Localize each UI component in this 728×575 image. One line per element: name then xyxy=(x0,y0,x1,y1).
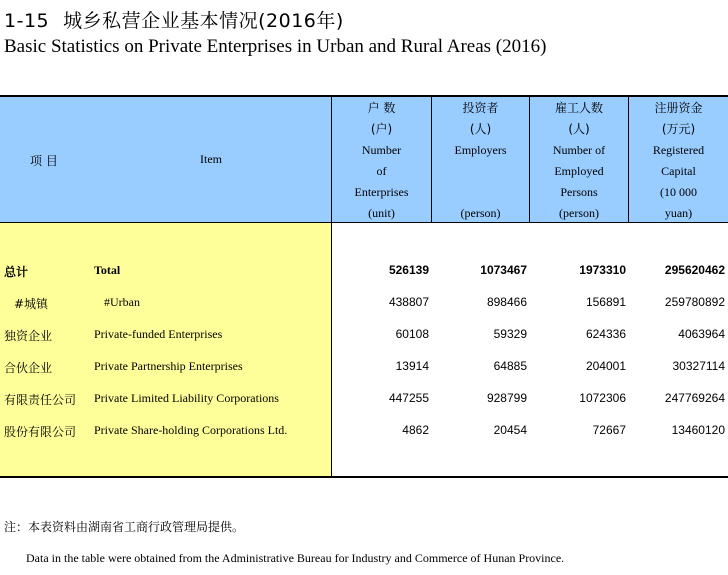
row-label-en: Private-funded Enterprises xyxy=(94,327,223,341)
column-header-employers xyxy=(432,98,529,222)
header-line: Employers xyxy=(454,143,507,157)
cell-employers: 59329 xyxy=(493,327,527,341)
table-row-share-holding xyxy=(0,423,728,443)
cell-employers: 1073467 xyxy=(480,263,527,277)
cell-employed-persons: 1072306 xyxy=(579,391,626,405)
row-label-en: #Urban xyxy=(104,295,140,309)
cell-employers: 898466 xyxy=(486,295,527,309)
table-title-cn xyxy=(4,6,344,33)
table-number: 1-15 xyxy=(4,10,50,32)
cell-employed-persons: 156891 xyxy=(585,295,626,309)
row-label-en: Private Share-holding Corporations Ltd. xyxy=(94,423,288,437)
row-label-cn: 总计 xyxy=(4,265,29,279)
header-item-en: Item xyxy=(200,152,222,166)
row-label-en: Total xyxy=(94,263,121,277)
header-line: (万元) xyxy=(661,122,696,136)
header-line: (户) xyxy=(370,122,393,136)
table-row-limited-liability xyxy=(0,391,728,411)
table-row-partnership xyxy=(0,359,728,379)
header-line: 雇工人数 xyxy=(554,101,603,115)
table-row-total xyxy=(0,263,728,283)
column-header-employed-persons xyxy=(530,98,628,222)
header-line: Registered xyxy=(652,143,705,157)
header-line: (person) xyxy=(559,206,599,220)
header-line: Capital xyxy=(661,164,696,178)
table-title-en: Basic Statistics on Private Enterprises in Urban and Rural Areas (2016) xyxy=(4,36,547,57)
header-line: (unit) xyxy=(368,206,395,220)
cell-registered-capital: 13460120 xyxy=(671,423,725,437)
cell-employers: 20454 xyxy=(493,423,527,437)
header-line: Number of xyxy=(552,143,606,157)
cell-registered-capital: 259780892 xyxy=(664,295,725,309)
footnote-cn: 注：本表资料由湖南省工商行政管理局提供。 xyxy=(4,520,245,534)
header-line: 户 数 xyxy=(367,101,396,115)
header-line: yuan) xyxy=(664,206,693,220)
cell-enterprises: 438807 xyxy=(388,295,429,309)
cell-employed-persons: 72667 xyxy=(592,423,626,437)
table-title-cn-text: 城乡私营企业基本情况(2016年) xyxy=(63,10,344,32)
table-row-private-funded xyxy=(0,327,728,347)
cell-employed-persons: 624336 xyxy=(585,327,626,341)
cell-employed-persons: 204001 xyxy=(585,359,626,373)
header-line: Enterprises xyxy=(354,185,409,199)
row-label-cn: 合伙企业 xyxy=(4,361,53,375)
header-line: of xyxy=(376,164,387,178)
cell-registered-capital: 30327114 xyxy=(672,359,725,373)
cell-enterprises: 526139 xyxy=(388,263,429,277)
header-line: (人) xyxy=(568,122,590,136)
header-line: 注册资金 xyxy=(654,101,703,115)
header-line: (人) xyxy=(469,122,492,136)
cell-enterprises: 4862 xyxy=(402,423,429,437)
column-header-enterprises xyxy=(332,98,431,222)
top-rule xyxy=(0,95,728,97)
header-line: 投资者 xyxy=(462,101,499,115)
header-line: (person) xyxy=(460,206,501,220)
cell-registered-capital: 4063964 xyxy=(678,327,725,341)
cell-employed-persons: 1973310 xyxy=(579,263,626,277)
cell-employers: 928799 xyxy=(486,391,527,405)
table-row-urban xyxy=(0,295,728,315)
column-header-registered-capital xyxy=(629,98,728,222)
row-label-cn: 独资企业 xyxy=(4,329,53,343)
row-label-cn: 股份有限公司 xyxy=(4,425,77,439)
row-label-cn: #城镇 xyxy=(14,297,49,311)
cell-employers: 64885 xyxy=(493,359,527,373)
row-label-cn: 有限责任公司 xyxy=(4,393,77,407)
cell-registered-capital: 295620462 xyxy=(664,263,725,277)
bottom-rule xyxy=(0,476,728,478)
row-label-en: Private Limited Liability Corporations xyxy=(94,391,279,405)
cell-enterprises: 447255 xyxy=(388,391,429,405)
cell-enterprises: 60108 xyxy=(395,327,429,341)
header-line: Persons xyxy=(560,185,598,199)
header-line xyxy=(432,182,529,203)
header-line xyxy=(432,161,529,182)
header-item-cn: 项 目 xyxy=(30,154,58,168)
cell-registered-capital: 247769264 xyxy=(664,391,725,405)
header-line: Number xyxy=(361,143,402,157)
header-line: Employed xyxy=(554,164,604,178)
footnote-en: Data in the table were obtained from the Administrative Bureau for Industry and Commerce of Hunan Province. xyxy=(26,551,565,565)
cell-enterprises: 13914 xyxy=(395,359,429,373)
row-label-en: Private Partnership Enterprises xyxy=(94,359,243,373)
header-line: (10 000 xyxy=(660,185,697,199)
